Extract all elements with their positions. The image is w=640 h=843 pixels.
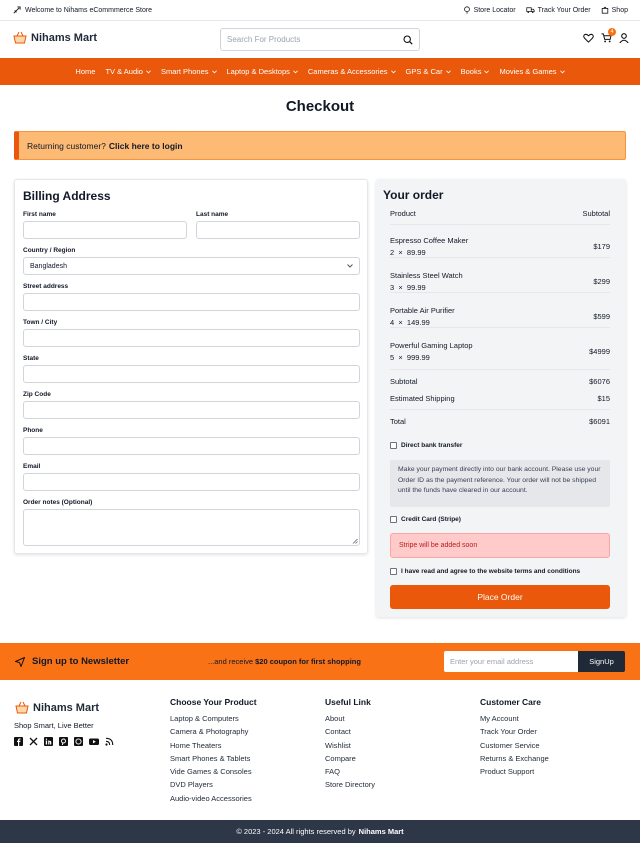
basket-icon: [15, 701, 29, 714]
order-item-qty: 3: [390, 283, 395, 292]
multiply-sign: ×: [398, 248, 403, 257]
billing-title: Billing Address: [23, 189, 111, 203]
shipping-value: $15: [597, 394, 610, 403]
footer-link[interactable]: My Account: [480, 714, 519, 723]
order-item-subtotal: $179: [593, 242, 610, 251]
terms-label: I have read and agree to the website terms and conditions: [401, 568, 581, 575]
search-input[interactable]: [220, 28, 420, 51]
email-field[interactable]: [23, 473, 360, 491]
nav-item-laptop-desktops[interactable]: [227, 67, 298, 76]
order-item-qty-line: [390, 283, 463, 292]
order-item-qty: 4: [390, 318, 395, 327]
stripe-notice: Stripe will be added soon: [390, 533, 610, 558]
rss-icon[interactable]: [105, 737, 114, 746]
footer-link[interactable]: Audio-video Accessories: [170, 793, 252, 803]
map-pin-icon: [463, 6, 471, 14]
order-item-name: Espresso Coffee Maker: [390, 236, 469, 245]
copyright-text: © 2023 - 2024 All rights reserved by: [236, 827, 356, 836]
x-icon[interactable]: [29, 737, 38, 746]
shop-label: Shop: [611, 6, 628, 14]
nav-item-label: Cameras & Accessories: [307, 67, 388, 76]
order-item-info: [390, 341, 473, 362]
order-item-price: 99.99: [406, 283, 426, 292]
chevron-down-icon: [146, 70, 151, 74]
order-title: Your order: [383, 188, 444, 202]
order-item: [390, 271, 610, 292]
store-locator-link[interactable]: [463, 6, 516, 14]
newsletter-email-input[interactable]: Enter your email address: [444, 651, 578, 672]
order-item-qty: 2: [390, 248, 395, 257]
newsletter-text: [208, 657, 361, 666]
page-title: Checkout: [285, 98, 355, 115]
footer-link[interactable]: Customer Service: [480, 740, 540, 750]
pinterest-icon[interactable]: [59, 737, 68, 746]
terms-checkbox[interactable]: [390, 568, 397, 575]
credit-card-label: Credit Card (Stripe): [401, 516, 461, 523]
copyright-brand: Nihams Mart: [358, 827, 404, 836]
facebook-icon[interactable]: [14, 737, 23, 746]
footer-link[interactable]: Vide Games & Consoles: [170, 767, 252, 777]
footer-logo[interactable]: [15, 701, 99, 714]
order-item-price: 89.99: [406, 248, 426, 257]
total-label: Total: [390, 417, 406, 426]
footer-link[interactable]: Product Support: [480, 767, 535, 777]
order-item-subtotal: $4999: [589, 347, 610, 356]
footer-link[interactable]: Smart Phones & Tablets: [170, 753, 251, 763]
nav-item-gps-car[interactable]: [406, 67, 451, 76]
chevron-down-icon: [560, 70, 565, 74]
subtotal-value: $6076: [589, 377, 610, 386]
order-item-price: 149.99: [406, 318, 430, 327]
last-name-label: Last name: [196, 211, 229, 218]
multiply-sign: ×: [398, 318, 403, 327]
bank-transfer-option[interactable]: [390, 442, 462, 449]
chevron-down-icon: [484, 70, 489, 74]
divider: [390, 409, 610, 410]
nav-item-label: Books: [460, 67, 482, 76]
nav-item-label: Laptop & Desktops: [226, 67, 290, 76]
multiply-sign: ×: [398, 353, 403, 362]
divider: [390, 292, 610, 293]
logo-text: Nihams Mart: [31, 31, 98, 44]
chevron-down-icon: [212, 70, 217, 74]
footer-col-title: Customer Care: [480, 697, 541, 707]
youtube-icon[interactable]: [89, 737, 99, 746]
footer-col-title: Choose Your Product: [170, 697, 257, 707]
country-select[interactable]: [23, 257, 360, 275]
zip-label: Zip Code: [23, 391, 51, 398]
footer-link[interactable]: Contact: [325, 727, 351, 737]
footer-logo-text: Nihams Mart: [33, 701, 100, 714]
bag-icon: [601, 6, 609, 14]
divider: [390, 257, 610, 258]
credit-card-option[interactable]: [390, 516, 461, 523]
footer-link[interactable]: About: [325, 714, 345, 723]
footer-col-care: [480, 697, 549, 778]
chevron-down-icon: [347, 264, 353, 268]
nav-item-books[interactable]: [461, 67, 490, 76]
order-item: [390, 236, 610, 257]
order-item-name: Stainless Steel Watch: [390, 271, 463, 280]
nav-item-label: Smart Phones: [160, 67, 209, 76]
divider: [390, 369, 610, 370]
footer-tagline: Shop Smart, Live Better: [14, 721, 94, 730]
footer-link[interactable]: Compare: [325, 753, 356, 763]
state-field[interactable]: [23, 365, 360, 383]
zip-field[interactable]: [23, 401, 360, 419]
order-item-subtotal: $599: [593, 312, 610, 321]
order-item-name: Powerful Gaming Laptop: [390, 341, 473, 350]
shop-link[interactable]: [601, 6, 628, 14]
divider: [390, 327, 610, 328]
multiply-sign: ×: [398, 283, 403, 292]
chevron-down-icon: [391, 70, 396, 74]
order-summary: [376, 179, 626, 617]
nav-item-movies-games[interactable]: [499, 67, 564, 76]
store-locator-label: Store Locator: [473, 6, 516, 14]
first-name-field[interactable]: [23, 221, 187, 239]
login-link[interactable]: Click here to login: [108, 140, 183, 151]
billing-address-form: [14, 179, 368, 554]
basket-icon: [13, 31, 27, 44]
signup-button[interactable]: SignUp: [578, 651, 625, 672]
send-icon: [15, 657, 25, 667]
country-value: Bangladesh: [30, 262, 67, 270]
phone-label: Phone: [23, 427, 43, 434]
order-notes-textarea[interactable]: [23, 509, 360, 546]
footer-col-useful: [325, 697, 375, 792]
town-label: Town / City: [23, 319, 58, 326]
order-item-price: 999.99: [406, 353, 430, 362]
chevron-down-icon: [446, 70, 451, 74]
street-field[interactable]: [23, 293, 360, 311]
town-field[interactable]: [23, 329, 360, 347]
bank-transfer-info: Make your payment directly into our bank account. Please use your Order ID as the payment reference. Your order will not be shipped until the funds have cleared in our account.: [390, 460, 610, 507]
newsletter-title-text: Sign up to Newsletter: [32, 656, 130, 667]
footer-col-title: Useful Link: [325, 697, 371, 707]
main-nav: [0, 58, 640, 85]
cart-count-badge: 4: [608, 28, 616, 36]
footer-link[interactable]: Laptop & Computers: [170, 714, 239, 723]
credit-card-checkbox[interactable]: [390, 516, 397, 523]
cart-button[interactable]: [601, 29, 614, 43]
country-label: Country / Region: [23, 247, 76, 254]
copyright-bar: [0, 820, 640, 843]
nav-item-home[interactable]: [75, 67, 95, 76]
nav-item-label: GPS & Car: [405, 67, 443, 76]
welcome-text: Welcome to Nihams eCommmerce Store: [25, 6, 153, 14]
col-subtotal: Subtotal: [582, 209, 610, 218]
nav-item-label: TV & Audio: [105, 67, 143, 76]
order-item-name: Portable Air Purifier: [390, 306, 455, 315]
newsletter-title: [15, 656, 129, 667]
total-value: $6091: [589, 417, 610, 426]
footer-link[interactable]: Returns & Exchange: [480, 753, 549, 763]
truck-icon: [526, 6, 535, 14]
track-order-label: Track Your Order: [537, 6, 591, 14]
order-item-qty-line: [390, 248, 468, 257]
order-item-qty-line: [390, 353, 473, 362]
order-item-info: [390, 236, 468, 257]
order-item-qty-line: [390, 318, 455, 327]
subtotal-label: Subtotal: [390, 377, 418, 386]
search-placeholder: Search For Products: [227, 35, 301, 44]
nav-item-smart-phones[interactable]: [161, 67, 217, 76]
order-item-qty: 5: [390, 353, 395, 362]
header: [0, 21, 640, 58]
place-order-button[interactable]: Place Order: [390, 585, 610, 609]
user-icon[interactable]: [619, 33, 629, 43]
order-item-info: [390, 306, 455, 327]
last-name-field[interactable]: [196, 221, 360, 239]
terms-option[interactable]: [390, 568, 580, 575]
footer-link[interactable]: Camera & Photography: [170, 727, 249, 737]
phone-field[interactable]: [23, 437, 360, 455]
col-product: Product: [390, 209, 416, 218]
returning-text: Returning customer?: [27, 140, 106, 151]
newsletter-text-pre: ...and receive: [208, 657, 256, 666]
nav-item-label: Movies & Games: [499, 67, 557, 76]
track-order-link[interactable]: [526, 6, 591, 14]
nav-item-cameras-accessories[interactable]: [308, 67, 396, 76]
order-item: [390, 306, 610, 327]
footer-link[interactable]: DVD Players: [170, 780, 213, 790]
first-name-label: First name: [23, 211, 56, 218]
returning-customer-notice: [14, 131, 626, 160]
chevron-down-icon: [293, 70, 298, 74]
heart-icon[interactable]: [583, 33, 594, 43]
nav-item-tv-audio[interactable]: [105, 67, 151, 76]
newsletter-bar: [0, 643, 640, 680]
footer-col-products: [170, 697, 257, 805]
footer-link[interactable]: FAQ: [325, 767, 341, 777]
logo[interactable]: [13, 31, 97, 44]
nav-item-label: Home: [75, 67, 96, 76]
shipping-label: Estimated Shipping: [390, 394, 455, 403]
notes-label: Order notes (Optional): [23, 499, 93, 506]
footer-link[interactable]: Home Theaters: [170, 740, 222, 750]
whatsapp-icon[interactable]: [74, 737, 83, 746]
order-item-info: [390, 271, 463, 292]
bank-transfer-label: Direct bank transfer: [401, 442, 463, 449]
linkedin-icon[interactable]: [44, 737, 53, 746]
social-links: [14, 737, 114, 746]
state-label: State: [23, 355, 39, 362]
top-bar: [0, 0, 640, 21]
bank-transfer-checkbox[interactable]: [390, 442, 397, 449]
divider: [390, 224, 610, 225]
search-icon[interactable]: [403, 35, 413, 45]
email-label: Email: [23, 463, 41, 470]
street-label: Street address: [23, 283, 69, 290]
footer-link[interactable]: Store Directory: [325, 780, 376, 790]
footer-link[interactable]: Wishlist: [325, 740, 351, 750]
footer-link[interactable]: Track Your Order: [480, 727, 537, 737]
order-item-subtotal: $299: [593, 277, 610, 286]
resize-handle-icon[interactable]: [352, 538, 358, 544]
order-item: [390, 341, 610, 362]
rocket-icon: [12, 6, 21, 15]
newsletter-coupon: $20 coupon for first shopping: [255, 657, 361, 666]
